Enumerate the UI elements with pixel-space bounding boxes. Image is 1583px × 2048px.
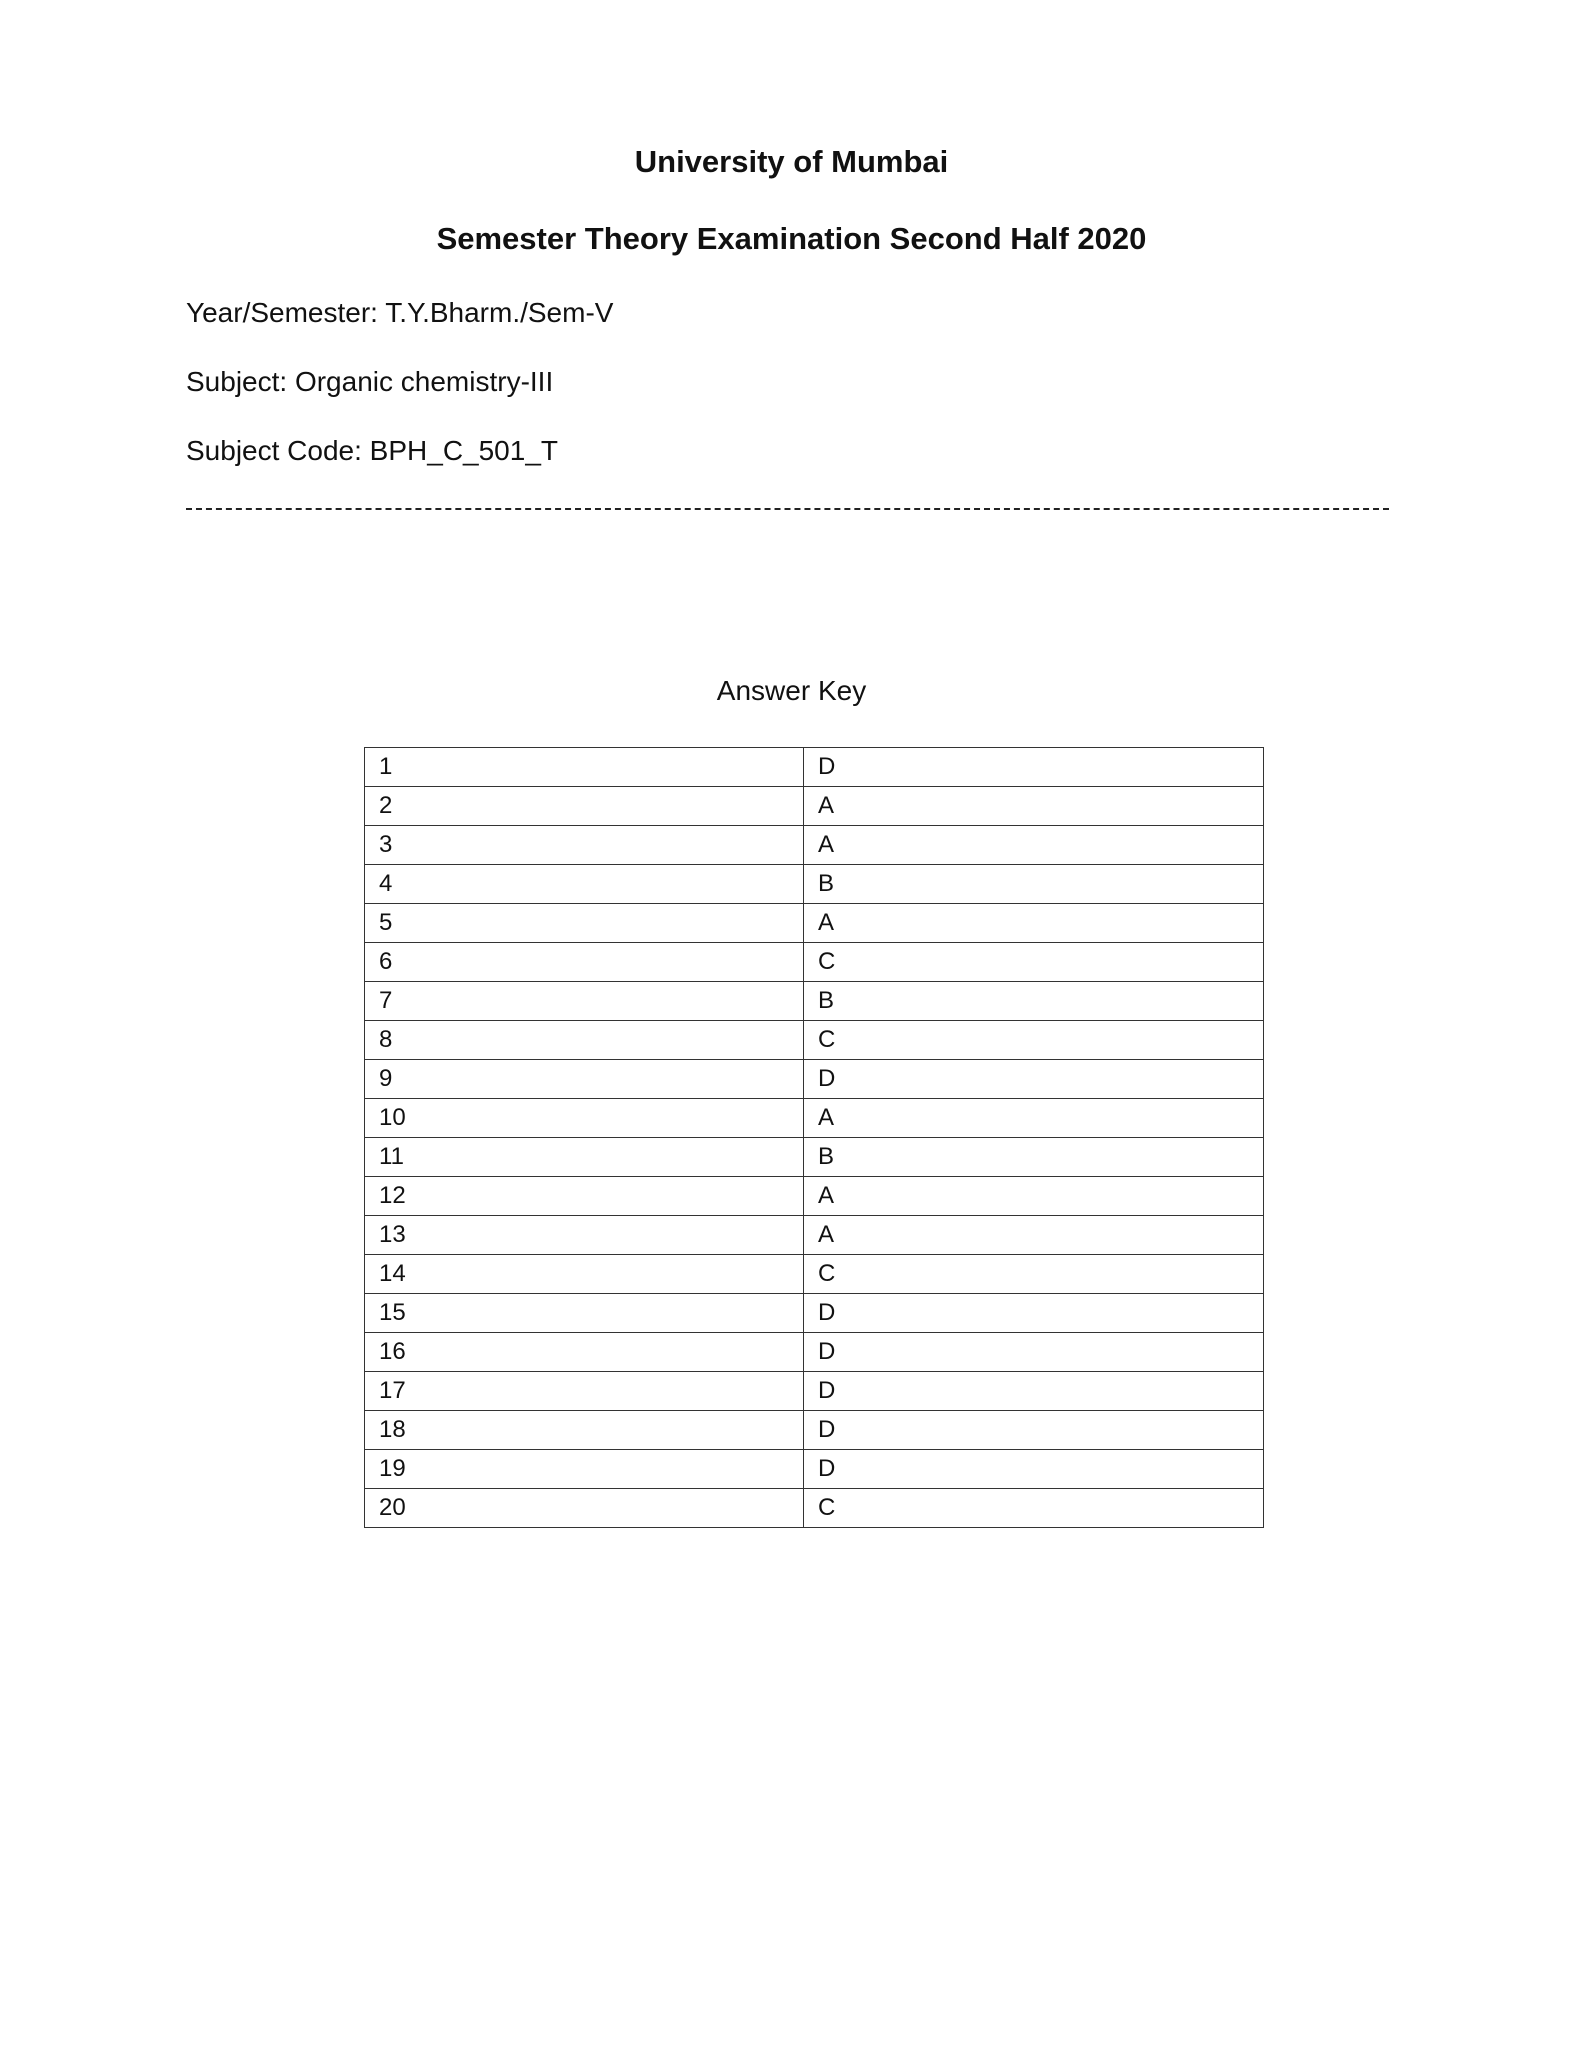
answer-option: A <box>804 904 1264 943</box>
table-row <box>365 1333 1264 1372</box>
answer-key-table <box>364 747 1264 1528</box>
table-row <box>365 865 1264 904</box>
table-row <box>365 1216 1264 1255</box>
table-row <box>365 787 1264 826</box>
answer-key-heading: Answer Key <box>716 675 867 706</box>
answer-option: A <box>804 826 1264 865</box>
table-row <box>365 1255 1264 1294</box>
question-number: 12 <box>365 1177 804 1216</box>
answer-option: C <box>804 1489 1264 1528</box>
question-number: 18 <box>365 1411 804 1450</box>
answer-option: D <box>804 1333 1264 1372</box>
question-number: 2 <box>365 787 804 826</box>
answer-option: C <box>804 1255 1264 1294</box>
question-number: 10 <box>365 1099 804 1138</box>
table-row <box>365 1060 1264 1099</box>
table-row <box>365 826 1264 865</box>
question-number: 17 <box>365 1372 804 1411</box>
question-number: 11 <box>365 1138 804 1177</box>
answer-option: D <box>804 1372 1264 1411</box>
answer-option: D <box>804 1294 1264 1333</box>
table-row <box>365 1177 1264 1216</box>
answer-option: A <box>804 1099 1264 1138</box>
table-row <box>365 1372 1264 1411</box>
answer-key-rows <box>365 748 1264 1528</box>
subject-code: Subject Code: BPH_C_501_T <box>186 435 558 466</box>
question-number: 5 <box>365 904 804 943</box>
answer-option: A <box>804 1216 1264 1255</box>
answer-option: D <box>804 748 1264 787</box>
answer-option: B <box>804 1138 1264 1177</box>
answer-option: B <box>804 865 1264 904</box>
table-row <box>365 1294 1264 1333</box>
table-row <box>365 1138 1264 1177</box>
table-row <box>365 1411 1264 1450</box>
question-number: 3 <box>365 826 804 865</box>
exam-title: Semester Theory Examination Second Half 2020 <box>436 221 1147 256</box>
question-number: 9 <box>365 1060 804 1099</box>
table-row <box>365 982 1264 1021</box>
table-row <box>365 748 1264 787</box>
question-number: 13 <box>365 1216 804 1255</box>
answer-option: C <box>804 1021 1264 1060</box>
question-number: 6 <box>365 943 804 982</box>
table-row <box>365 1099 1264 1138</box>
answer-option: B <box>804 982 1264 1021</box>
table-row <box>365 904 1264 943</box>
answer-option: A <box>804 1177 1264 1216</box>
question-number: 4 <box>365 865 804 904</box>
table-row <box>365 1021 1264 1060</box>
question-number: 14 <box>365 1255 804 1294</box>
question-number: 1 <box>365 748 804 787</box>
question-number: 19 <box>365 1450 804 1489</box>
dashed-divider <box>186 508 1389 510</box>
answer-option: D <box>804 1060 1264 1099</box>
answer-option: A <box>804 787 1264 826</box>
answer-option: D <box>804 1411 1264 1450</box>
table-row <box>365 943 1264 982</box>
question-number: 16 <box>365 1333 804 1372</box>
answer-option: C <box>804 943 1264 982</box>
university-title: University of Mumbai <box>634 144 949 179</box>
year-semester: Year/Semester: T.Y.Bharm./Sem-V <box>186 297 614 328</box>
answer-option: D <box>804 1450 1264 1489</box>
table-row <box>365 1450 1264 1489</box>
question-number: 8 <box>365 1021 804 1060</box>
question-number: 20 <box>365 1489 804 1528</box>
subject: Subject: Organic chemistry-III <box>186 366 554 397</box>
question-number: 7 <box>365 982 804 1021</box>
question-number: 15 <box>365 1294 804 1333</box>
table-row <box>365 1489 1264 1528</box>
